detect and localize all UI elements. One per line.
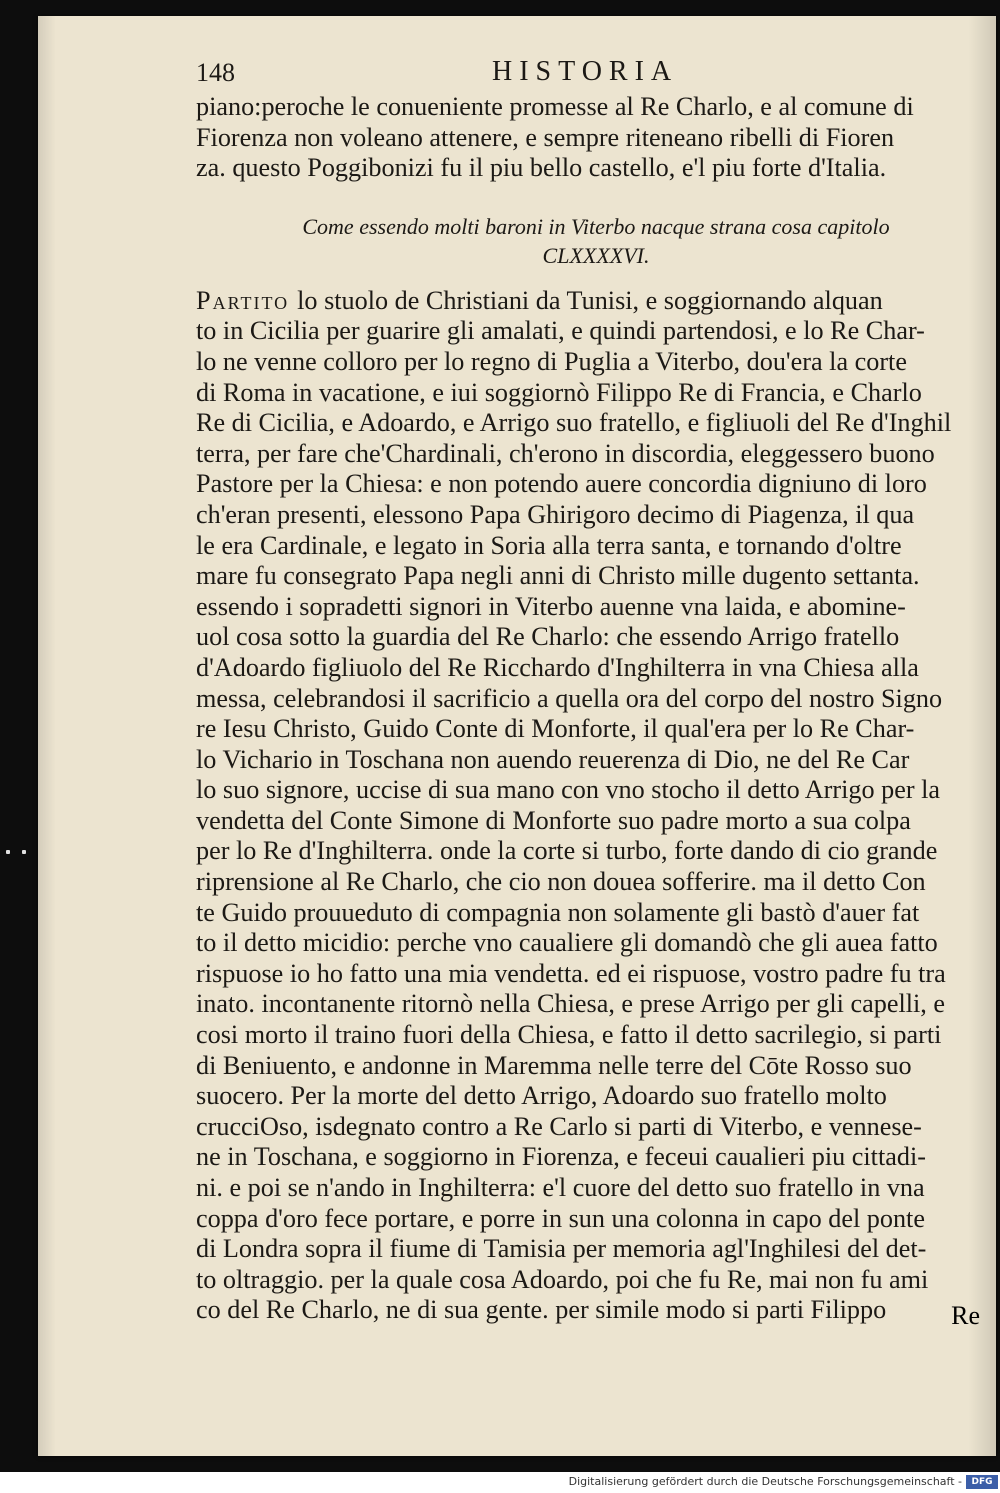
text-line: per lo Re d'Inghilterra. onde la corte si turbo, forte dando di cio grande [196, 836, 938, 866]
text-line: cosi morto il traino fuori della Chiesa, e fatto il detto sacrilegio, si parti [196, 1020, 942, 1050]
text-line: di Roma in vacatione, e iui soggiornò Filippo Re di Francia, e Charlo [196, 377, 922, 407]
text-line: co del Re Charlo, ne di sua gente. per simile modo si parti Filippo [196, 1295, 887, 1325]
text-line: messa, celebrandosi il sacrificio a quella ora del corpo del nostro Signo [196, 683, 943, 713]
text-line: uol cosa sotto la guardia del Re Charlo: che essendo Arrigo fratello [196, 622, 900, 652]
incipit: Partito [196, 285, 290, 315]
text-line: to in Cicilia per guarire gli amalati, e quindi partendosi, e lo Re Char- [196, 316, 925, 346]
text-line: piano:peroche le conueniente promesse al Re Charlo, e al comune di [196, 92, 914, 121]
first-line-text: lo stuolo de Christiani da Tunisi, e soggiornando alquan [297, 285, 883, 315]
text-line: ne in Toschana, e soggiorno in Fiorenza, e feceui caualieri piu cittadi- [196, 1142, 926, 1172]
text-line: Re di Cicilia, e Adoardo, e Arrigo suo fratello, e figliuoli del Re d'Inghil [196, 408, 952, 438]
text-line: re Iesu Christo, Guido Conte di Monforte, il qual'era per lo Re Char- [196, 714, 915, 744]
text-line: Pastore per la Chiesa: e non potendo auere concordia digniuno di loro [196, 469, 927, 499]
text-line: di Beniuento, e andonne in Maremma nelle terre del Cōte Rosso suo [196, 1050, 912, 1080]
text-line: lo suo signore, uccise di sua mano con vno stocho il detto Arrigo per la [196, 775, 941, 805]
text-line: to il detto micidio: perche vno caualiere gli domandò che gli auea fatto [196, 928, 938, 958]
digitization-footer [0, 1472, 1000, 1493]
text-line: ch'eran presenti, elessono Papa Ghirigoro decimo di Piagenza, il qua [196, 499, 915, 529]
text-line: di Londra sopra il fiume di Tamisia per memoria agl'Inghilesi del det- [196, 1234, 927, 1264]
text-line: lo Vichario in Toschana non auendo reuerenza di Dio, ne del Re Car [196, 744, 910, 774]
text-line: d'Adoardo figliuolo del Re Ricchardo d'Inghilterra in vna Chiesa alla [196, 652, 919, 682]
text-line: rispuose io ho fatto una mia vendetta. ed ei rispuose, vostro padre fu tra [196, 958, 946, 988]
text-line: te Guido prouueduto di compagnia non solamente gli bastò d'auer fat [196, 897, 920, 927]
text-line: suocero. Per la morte del detto Arrigo, Adoardo suo fratello molto [196, 1081, 887, 1111]
text-line: crucciOso, isdegnato contro a Re Carlo si parti di Viterbo, e vennese- [196, 1111, 922, 1141]
text-line: essendo i sopradetti signori in Viterbo auenne vna laida, e abomine- [196, 591, 906, 621]
continued-text [196, 92, 986, 184]
page-number: 148 [196, 58, 235, 87]
text-line [196, 286, 986, 317]
text-line: ni. e poi se n'ando in Inghilterra: e'l cuore del detto suo fratello in vna [196, 1173, 925, 1202]
text-line: za. questo Poggibonizi fu il piu bello castello, e'l piu forte d'Italia. [196, 153, 887, 183]
text-line: lo ne venne colloro per lo regno di Puglia a Viterbo, dou'era la corte [196, 346, 907, 376]
text-line: coppa d'oro fece portare, e porre in sun una colonna in capo del ponte [196, 1203, 925, 1233]
text-line: vendetta del Conte Simone di Monforte suo padre morto a sua colpa [196, 805, 911, 835]
chapter-heading [196, 212, 986, 270]
text-line: terra, per fare che'Chardinali, ch'erono in discordia, eleggessero buono [196, 438, 935, 468]
page-content [196, 58, 986, 1326]
text-line: inato. incontanente ritornò nella Chiesa, e prese Arrigo per gli capelli, e [196, 989, 945, 1019]
text-line: le era Cardinale, e legato in Soria alla terra santa, e tornando d'oltre [196, 530, 902, 560]
margin-mark [22, 850, 26, 854]
text-line: to oltraggio. per la quale cosa Adoardo, poi che fu Re, mai non fu ami [196, 1264, 929, 1294]
text-line: riprensione al Re Charlo, che cio non douea sofferire. ma il detto Con [196, 867, 926, 897]
chapter-number: CLXXXXVI. [542, 242, 650, 268]
dfg-logo: DFG [966, 1475, 998, 1489]
funding-credit: Digitalisierung gefördert durch die Deutsche Forschungsgemeinschaft - [568, 1475, 962, 1488]
chapter-body [196, 286, 986, 1326]
chapter-heading-line: Come essendo molti baroni in Viterbo nacque strana cosa capitolo [302, 213, 890, 239]
running-head: HISTORIA [492, 56, 679, 87]
catchword: Re [951, 1301, 980, 1330]
text-line: mare fu consegrato Papa negli anni di Christo mille dugento settanta. [196, 561, 920, 591]
margin-mark [6, 850, 10, 854]
text-line: Fiorenza non voleano attenere, e sempre riteneano ribelli di Fioren [196, 122, 895, 152]
page-header [196, 58, 986, 92]
